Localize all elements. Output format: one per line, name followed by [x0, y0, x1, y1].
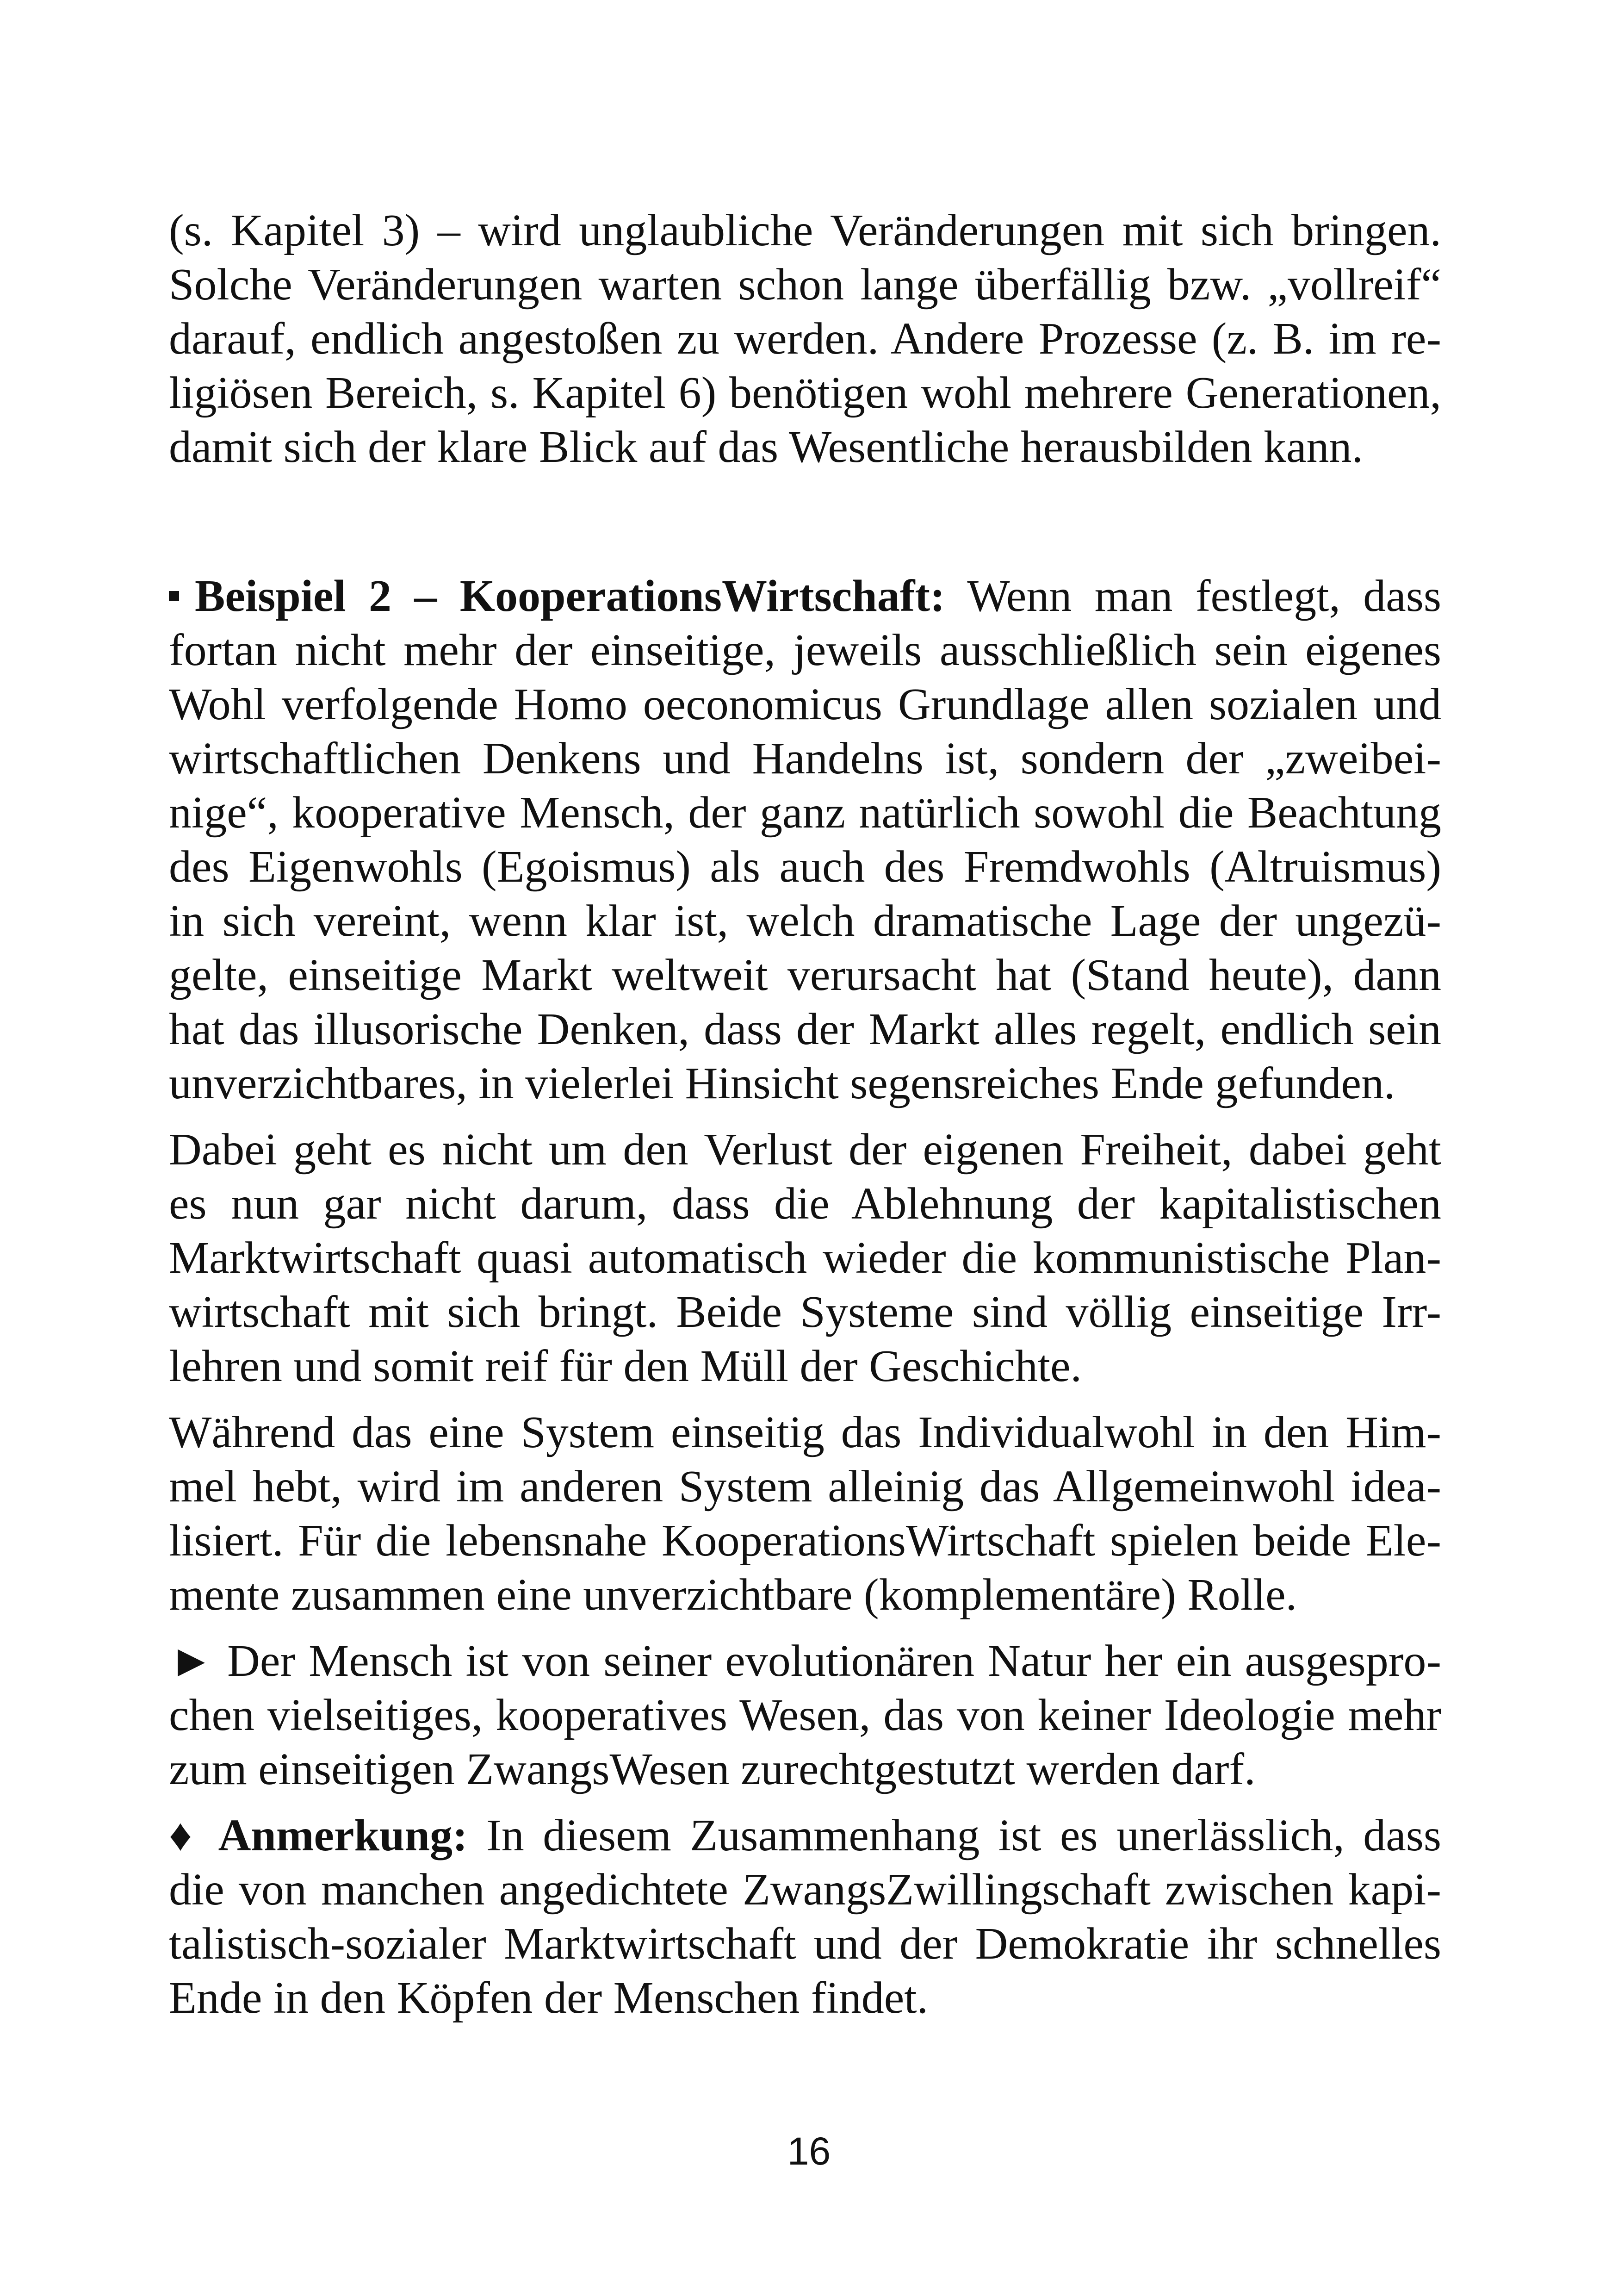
text-line: mel hebt, wird im anderen System alleinig das Allgemeinwohl idea-	[169, 1462, 1441, 1512]
text-line: in sich vereint, wenn klar ist, welch dramatische Lage der ungezü-	[169, 896, 1441, 946]
text-line: hat das illusorische Denken, dass der Markt alles regelt, endlich sein	[169, 1004, 1441, 1054]
note-heading: Anmerkung:	[218, 1811, 468, 1860]
text-line: lisiert. Für die lebensnahe KooperationsWirtschaft spielen beide Ele-	[169, 1516, 1441, 1566]
text-line: Marktwirtschaft quasi automatisch wieder die kommunistische Plan-	[169, 1233, 1441, 1283]
text-line: des Eigenwohls (Egoismus) als auch des Fremdwohls (Altruismus)	[169, 842, 1441, 892]
section-spacer	[169, 474, 1441, 569]
text-line: Wohl verfolgende Homo oeconomicus Grundlage allen sozialen und	[169, 679, 1441, 729]
example-2-paragraph	[169, 569, 1441, 1111]
text-line: zum einseitigen ZwangsWesen zurechtgestutzt werden darf.	[169, 1744, 1256, 1794]
text-line	[169, 569, 1441, 623]
text-line: es nun gar nicht darum, dass die Ablehnung der kapitalistischen	[169, 1179, 1441, 1229]
text-line: chen vielseitiges, kooperatives Wesen, das von keiner Ideologie mehr	[169, 1690, 1441, 1740]
page-body	[169, 204, 1441, 2025]
text-line: damit sich der klare Blick auf das Wesentliche herausbilden kann.	[169, 422, 1364, 472]
note-first-line-text: In diesem Zusammenhang ist es unerlässlich, dass	[486, 1811, 1442, 1860]
text-line: Solche Veränderungen warten schon lange überfällig bzw. „vollreif“	[169, 260, 1441, 310]
text-line: Ende in den Köpfen der Menschen findet.	[169, 1973, 928, 2023]
paragraph-spacer	[169, 1797, 1441, 1809]
paragraph-freedom	[169, 1123, 1441, 1394]
text-line: gelte, einseitige Markt weltweit verursacht hat (Stand heute), dann	[169, 950, 1441, 1000]
text-line: lehren und somit reif für den Müll der Geschichte.	[169, 1341, 1082, 1391]
text-line: fortan nicht mehr der einseitige, jeweils ausschließlich sein eigenes	[169, 625, 1441, 675]
example-2-heading: Beispiel 2 – KooperationsWirtschaft:	[195, 571, 945, 621]
paragraph-conclusion	[169, 1634, 1441, 1797]
text-line: (s. Kapitel 3) – wird unglaubliche Veränderungen mit sich bringen.	[169, 205, 1441, 255]
paragraph-systems	[169, 1406, 1441, 1622]
note-paragraph	[169, 1809, 1441, 2025]
text-line: die von manchen angedichtete ZwangsZwillingschaft zwischen kapi-	[169, 1865, 1441, 1915]
text-line: darauf, endlich angestoßen zu werden. Andere Prozesse (z. B. im re-	[169, 314, 1441, 364]
text-line: Während das eine System einseitig das Individualwohl in den Him-	[169, 1407, 1441, 1457]
diamond-bullet-icon: ♦	[169, 1811, 200, 1860]
text-line: mente zusammen eine unverzichtbare (komplementäre) Rolle.	[169, 1570, 1297, 1620]
paragraph-spacer	[169, 1394, 1441, 1406]
conclusion-first-line-text: Der Mensch ist von seiner evolutionären Natur her ein ausgespro-	[227, 1636, 1441, 1686]
paragraph-spacer	[169, 1111, 1441, 1123]
text-line: talistisch-sozialer Marktwirtschaft und der Demokratie ihr schnelles	[169, 1919, 1441, 1969]
text-line: nige“, kooperative Mensch, der ganz natürlich sowohl die Beachtung	[169, 788, 1441, 838]
square-bullet-icon	[169, 591, 179, 601]
text-line: ligiösen Bereich, s. Kapitel 6) benötigen wohl mehrere Generationen,	[169, 368, 1441, 418]
text-line: unverzichtbares, in vielerlei Hinsicht segensreiches Ende gefunden.	[169, 1058, 1395, 1108]
text-line: wirtschaftlichen Denkens und Handelns ist, sondern der „zweibei-	[169, 734, 1441, 784]
text-line: Dabei geht es nicht um den Verlust der eigenen Freiheit, dabei geht	[169, 1125, 1441, 1175]
paragraph-spacer	[169, 1622, 1441, 1634]
arrow-pointer-icon: ►	[169, 1636, 214, 1686]
text-line	[169, 1809, 1441, 1863]
text-line	[169, 1634, 1441, 1688]
page-number: 16	[787, 2129, 831, 2173]
example-2-first-line-text: Wenn man festlegt, dass	[967, 571, 1441, 621]
text-line: wirtschaft mit sich bringt. Beide Systeme sind völlig einseitige Irr-	[169, 1287, 1441, 1337]
paragraph-continuation	[169, 204, 1441, 474]
